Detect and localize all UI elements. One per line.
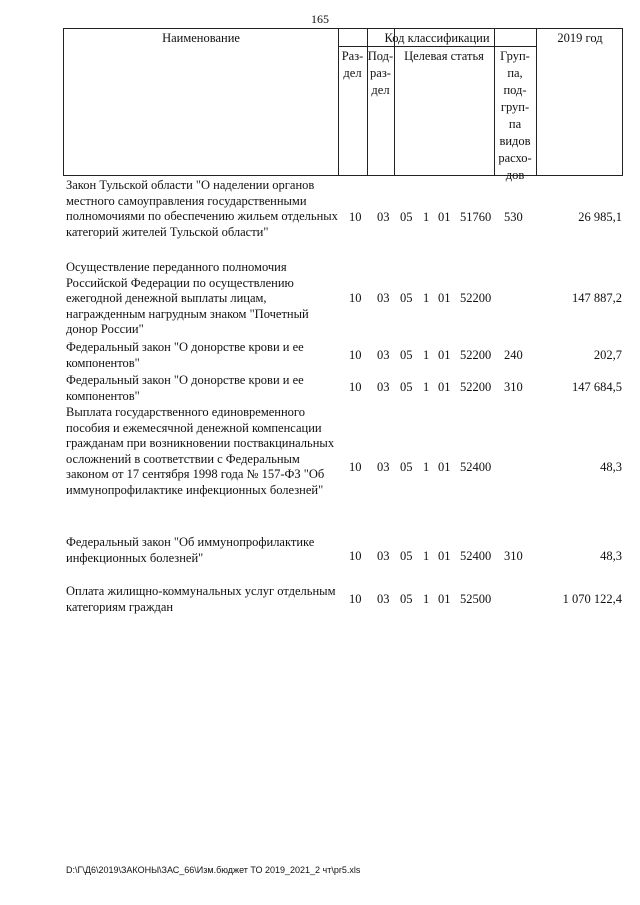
row-name: Федеральный закон "О донорстве крови и ее компонентов": [66, 340, 304, 370]
row-section: 10: [349, 348, 362, 362]
row-subsection: 03: [377, 210, 390, 224]
row-target-4: 52500: [460, 592, 492, 606]
row-section: 10: [349, 592, 362, 606]
row-section: 10: [349, 549, 362, 563]
row-target-4: 52200: [460, 291, 492, 305]
row-target-1: 05: [400, 549, 413, 563]
row-target-1: 05: [400, 380, 413, 394]
row-section: 10: [349, 460, 362, 474]
row-target-3: 01: [438, 549, 451, 563]
row-target-2: 1: [423, 460, 430, 474]
row-target-3: 01: [438, 592, 451, 606]
row-name: Осуществление переданного полномочия Российской Федерации по осуществлению ежегодной денежной выплаты лицам, награжденным нагрудным знаком "Почетный донор России": [66, 260, 309, 337]
row-target-1: 05: [400, 291, 413, 305]
header-year: 2019 год: [557, 31, 603, 45]
row-target-1: 05: [400, 460, 413, 474]
row-target-4: 52400: [460, 549, 492, 563]
row-amount: 48,3: [600, 549, 622, 563]
row-subsection: 03: [377, 348, 390, 362]
row-section: 10: [349, 210, 362, 224]
row-amount: 1 070 122,4: [562, 592, 622, 606]
header-target: Целевая статья: [404, 49, 484, 63]
row-target-3: 01: [438, 291, 451, 305]
row-group: 240: [504, 348, 523, 362]
row-name: Федеральный закон "Об иммунопрофилактике инфекционных болезней": [66, 535, 315, 565]
row-target-3: 01: [438, 348, 451, 362]
row-name: Федеральный закон "О донорстве крови и ее компонентов": [66, 373, 304, 403]
row-section: 10: [349, 291, 362, 305]
row-target-3: 01: [438, 380, 451, 394]
row-group: 530: [504, 210, 523, 224]
row-name: Выплата государственного единовременного пособия и ежемесячной денежной компенсации гражданам при возникновении поствакцинальных осложнений в соответствии с Федеральным законом от 17 сентября 1998 года № 157-ФЗ "Об иммунопрофилактике инфекционных болезней": [66, 405, 335, 497]
row-amount: 202,7: [593, 348, 622, 362]
row-target-3: 01: [438, 210, 451, 224]
file-path-footer: D:\Г\Д6\2019\ЗАКОНЫ\ЗАС_66\Изм.бюджет ТО 2019_2021_2 чт\pr5.xls: [66, 865, 361, 875]
row-target-2: 1: [423, 380, 430, 394]
row-amount: 147 684,5: [572, 380, 622, 394]
row-target-1: 05: [400, 348, 413, 362]
row-target-1: 05: [400, 592, 413, 606]
header-classification: Код классификации: [384, 31, 490, 45]
row-target-4: 52200: [460, 380, 492, 394]
table-header: [63, 28, 623, 182]
row-subsection: 03: [377, 460, 390, 474]
row-subsection: 03: [377, 592, 390, 606]
row-target-1: 05: [400, 210, 413, 224]
header-subsection: Под- раз- дел: [367, 49, 394, 97]
row-target-2: 1: [423, 291, 430, 305]
header-group: Груп- па, под- груп- па видов расхо- дов: [498, 49, 532, 182]
page-number: 165: [311, 12, 329, 26]
row-target-2: 1: [423, 549, 430, 563]
row-target-4: 52200: [460, 348, 492, 362]
row-amount: 147 887,2: [572, 291, 622, 305]
row-name: Оплата жилищно-коммунальных услуг отдельным категориям граждан: [66, 584, 336, 614]
row-section: 10: [349, 380, 362, 394]
row-target-4: 52400: [460, 460, 492, 474]
row-amount: 26 985,1: [578, 210, 622, 224]
row-target-2: 1: [423, 210, 430, 224]
header-section: Раз- дел: [341, 49, 364, 80]
row-target-4: 51760: [460, 210, 492, 224]
row-subsection: 03: [377, 549, 390, 563]
row-target-3: 01: [438, 460, 451, 474]
row-subsection: 03: [377, 291, 390, 305]
row-group: 310: [504, 380, 523, 394]
row-target-2: 1: [423, 592, 430, 606]
row-amount: 48,3: [600, 460, 622, 474]
header-name: Наименование: [162, 31, 240, 45]
row-target-2: 1: [423, 348, 430, 362]
row-name: Закон Тульской области "О наделении органов местного самоуправления государственными полномочиями по обеспечению жильем отдельных категорий жителей Тульской области": [66, 178, 338, 239]
row-subsection: 03: [377, 380, 390, 394]
row-group: 310: [504, 549, 523, 563]
